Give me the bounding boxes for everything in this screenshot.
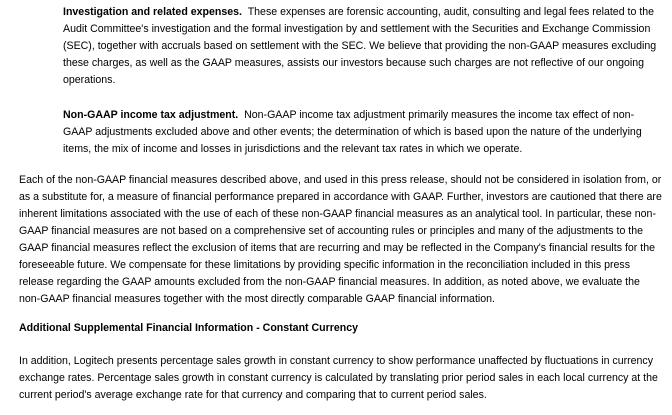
- limitations-paragraph: Each of the non-GAAP financial measures described above, and used in this press release, should not be considered in isolation from, or as a substitute for, a measure of financial performance prepared in accordance with GAAP. Further, investors are cautioned that there are inherent limitations associated with the use of each of these non-GAAP financial measures as an analytical tool. In particular, these non-GAAP financial measures are not based on a comprehensive set of accounting rules or principles and many of the adjustments to the GAAP financial measures reflect the exclusion of items that are recurring and may be reflected in the Company's financial results for the foreseeable future. We compensate for these limitations by providing specific information in the reconciliation included in this press release regarding the GAAP amounts excluded from the non-GAAP financial measures. In addition, as noted above, we evaluate the non-GAAP financial measures together with the most directly comparable GAAP financial information.: [19, 174, 662, 305]
- section-heading: Additional Supplemental Financial Information - Constant Currency: [19, 322, 359, 334]
- tax-adjustment-heading: Non-GAAP income tax adjustment.: [63, 109, 239, 121]
- tax-adjustment-body: Non-GAAP income tax adjustment primarily measures the income tax effect of non-GAAP adjustments excluded above and other events; the determination of which is based upon the nature of the underlying items, the mix of income and losses in jurisdictions and the relevant tax rates in which we operate.: [63, 109, 642, 155]
- investigation-paragraph: [63, 4, 663, 89]
- tax-adjustment-paragraph: [63, 107, 663, 158]
- investigation-heading: Investigation and related expenses.: [63, 6, 242, 18]
- investigation-body: These expenses are forensic accounting, audit, consulting and legal fees related to the Audit Committee's investigation and the formal investigation by and settlement with the Securities and Exchange Commission (SEC), together with accruals based on settlement with the SEC. We believe that providing the non-GAAP measures excluding these charges, as well as the GAAP measures, assists our investors because such charges are not reflective of our ongoing operations.: [63, 6, 657, 86]
- constant-currency-paragraph: In addition, Logitech presents percentage sales growth in constant currency to show performance unaffected by fluctuations in currency exchange rates. Percentage sales growth in constant currency is calculated by translating prior period sales in each local currency at the current period's average exchange rate for that currency and comparing that to current period sales.: [19, 355, 658, 401]
